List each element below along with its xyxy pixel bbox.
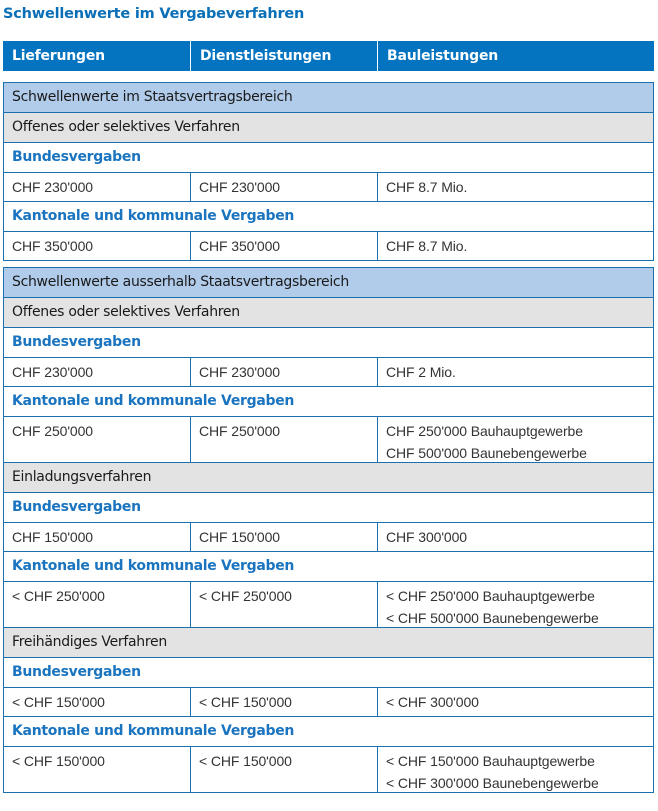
cell-lieferungen: CHF 230'000 <box>12 364 93 380</box>
cell-bauleistungen: CHF 250'000 Bauhauptgewerbe CHF 500'000 Baunebengewerbe <box>377 417 653 462</box>
cell-bauleistungen: < CHF 300'000 <box>377 688 653 716</box>
group-label: Bundesvergaben <box>4 328 653 357</box>
section-ausserhalb-staatsvertragsbereich <box>3 267 654 793</box>
procedure-label: Offenes oder selektives Verfahren <box>4 113 653 142</box>
cell-lieferungen: CHF 230'000 <box>12 179 93 195</box>
section-staatsvertragsbereich <box>3 82 654 261</box>
table-row <box>4 172 653 201</box>
table-row <box>4 231 653 260</box>
table-row <box>4 522 653 551</box>
cell-lieferungen: CHF 350'000 <box>12 238 93 254</box>
column-header-dienstleistungen: Dienstleistungen <box>190 41 377 71</box>
procedure-label: Einladungsverfahren <box>4 463 653 492</box>
group-label: Bundesvergaben <box>4 143 653 172</box>
group-label: Bundesvergaben <box>4 658 653 687</box>
column-header-bauleistungen: Bauleistungen <box>377 41 654 71</box>
section-label: Schwellenwerte ausserhalb Staatsvertragsbereich <box>4 268 653 297</box>
group-label: Kantonale und kommunale Vergaben <box>4 387 653 416</box>
group-label: Kantonale und kommunale Vergaben <box>4 552 653 581</box>
cell-dienstleistungen: CHF 150'000 <box>190 523 377 551</box>
table-header <box>3 41 654 71</box>
table-row <box>4 416 653 462</box>
cell-bauleistungen: < CHF 250'000 Bauhauptgewerbe < CHF 500'000 Baunebengewerbe <box>377 582 653 627</box>
column-header-lieferungen: Lieferungen <box>12 48 105 64</box>
cell-lieferungen: < CHF 250'000 <box>12 588 105 604</box>
cell-bauleistungen: CHF 8.7 Mio. <box>377 173 653 201</box>
group-label: Kantonale und kommunale Vergaben <box>4 202 653 231</box>
cell-bauleistungen: CHF 2 Mio. <box>377 358 653 386</box>
section-label: Schwellenwerte im Staatsvertragsbereich <box>4 83 653 112</box>
table-row <box>4 357 653 386</box>
page-title: Schwellenwerte im Vergabeverfahren <box>3 6 305 22</box>
table-row <box>4 581 653 627</box>
cell-lieferungen: CHF 250'000 <box>12 423 93 439</box>
cell-lieferungen: < CHF 150'000 <box>12 753 105 769</box>
cell-bauleistungen: CHF 8.7 Mio. <box>377 232 653 260</box>
cell-dienstleistungen: < CHF 150'000 <box>190 688 377 716</box>
group-label: Bundesvergaben <box>4 493 653 522</box>
cell-lieferungen: CHF 150'000 <box>12 529 93 545</box>
cell-dienstleistungen: < CHF 250'000 <box>190 582 377 627</box>
cell-bauleistungen: CHF 300'000 <box>377 523 653 551</box>
cell-lieferungen: < CHF 150'000 <box>12 694 105 710</box>
table-row <box>4 746 653 792</box>
procedure-label: Offenes oder selektives Verfahren <box>4 298 653 327</box>
cell-dienstleistungen: CHF 230'000 <box>190 358 377 386</box>
cell-dienstleistungen: CHF 230'000 <box>190 173 377 201</box>
cell-dienstleistungen: CHF 350'000 <box>190 232 377 260</box>
table-row <box>4 687 653 716</box>
cell-dienstleistungen: < CHF 150'000 <box>190 747 377 792</box>
procedure-label: Freihändiges Verfahren <box>4 628 653 657</box>
group-label: Kantonale und kommunale Vergaben <box>4 717 653 746</box>
cell-dienstleistungen: CHF 250'000 <box>190 417 377 462</box>
cell-bauleistungen: < CHF 150'000 Bauhauptgewerbe < CHF 300'000 Baunebengewerbe <box>377 747 653 792</box>
